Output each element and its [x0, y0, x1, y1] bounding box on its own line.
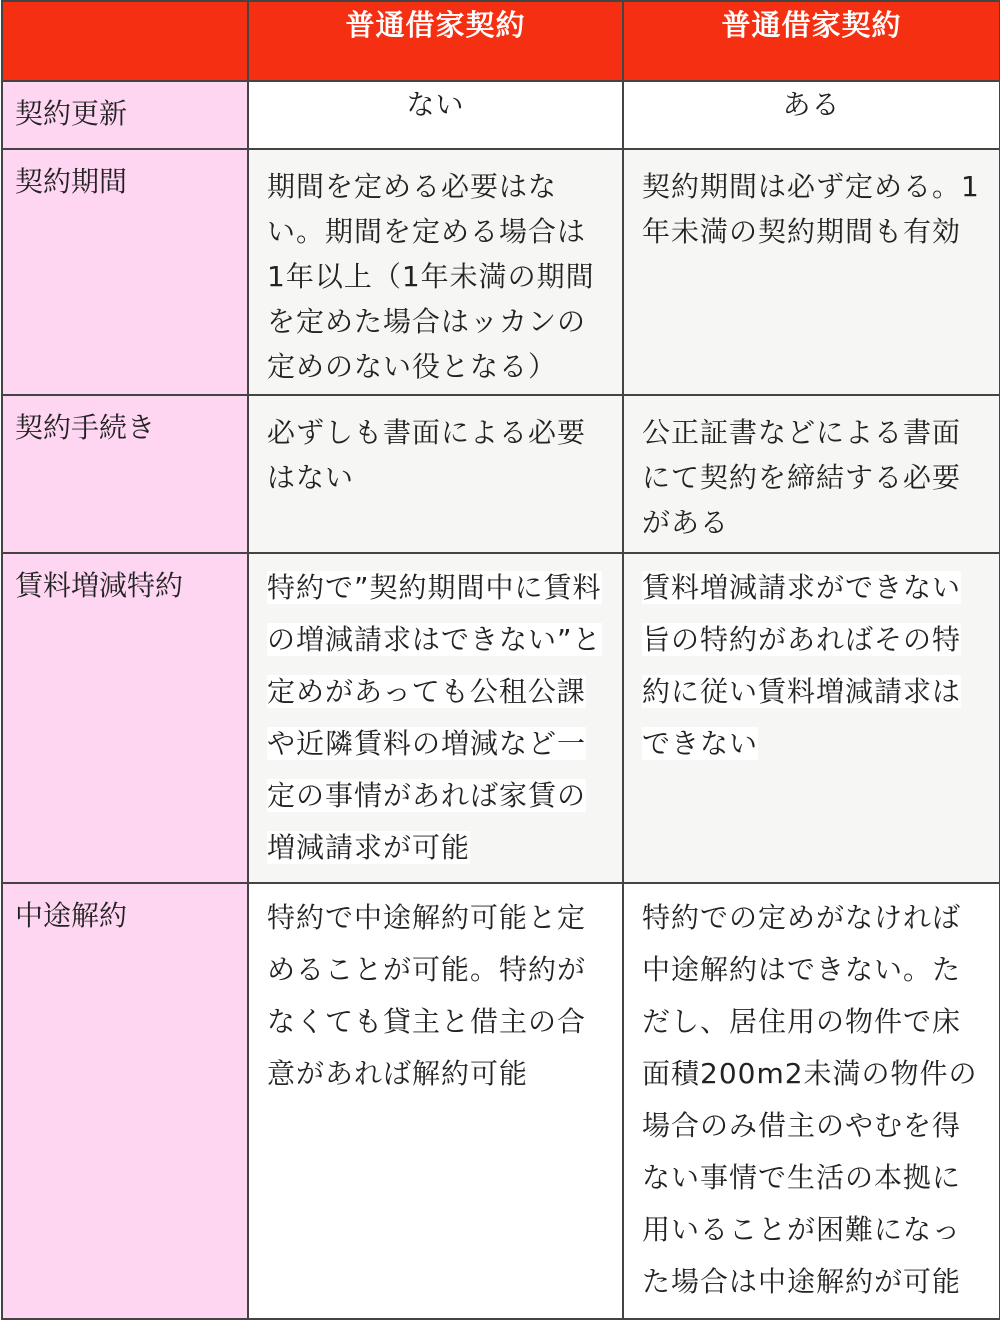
row-cell-col1: ない: [248, 81, 623, 149]
row-cell-col2: [623, 553, 1000, 883]
row-cell-col2: ある: [623, 81, 1000, 149]
comparison-table: [1, 0, 1000, 1320]
row-contract-renewal: [2, 81, 1000, 149]
row-cell-col2: 公正証書などによる書面にて契約を締結する必要がある: [623, 395, 1000, 553]
row-cell-col2: 特約での定めがなければ中途解約はできない。ただし、居住用の物件で床面積200m2未満の物件の場合のみ借主のやむを得ない事情で生活の本拠に用いることが困難になった場合は中途解約が可能: [623, 883, 1000, 1319]
row-label: 賃料増減特約: [2, 553, 248, 883]
header-col1: 普通借家契約: [248, 1, 623, 81]
row-cell-col2: 契約期間は必ず定める。1年未満の契約期間も有効: [623, 149, 1000, 395]
row-label: 契約期間: [2, 149, 248, 395]
row-cell-col1: 期間を定める必要はない。期間を定める場合は1年以上（1年未満の期間を定めた場合はッカンの定めのない役となる）: [248, 149, 623, 395]
header-col2: 普通借家契約: [623, 1, 1000, 81]
highlighted-text: 特約で”契約期間中に賃料の増減請求はできない”と定めがあっても公租公課や近隣賃料の増減など一定の事情があれば家賃の増減請求が可能: [267, 571, 602, 864]
row-rent-adjustment: [2, 553, 1000, 883]
row-contract-period: [2, 149, 1000, 395]
row-label: 中途解約: [2, 883, 248, 1319]
row-label: 契約手続き: [2, 395, 248, 553]
row-cell-col1: 特約で中途解約可能と定めることが可能。特約がなくても貸主と借主の合意があれば解約可能: [248, 883, 623, 1319]
highlighted-text: 賃料増減請求ができない旨の特約があればその特約に従い賃料増減請求はできない: [642, 571, 962, 760]
row-early-termination: [2, 883, 1000, 1319]
header-row: [2, 1, 1000, 81]
row-cell-col1: [248, 553, 623, 883]
row-cell-col1: 必ずしも書面による必要はない: [248, 395, 623, 553]
row-contract-procedure: [2, 395, 1000, 553]
header-corner: [2, 1, 248, 81]
row-label: 契約更新: [2, 81, 248, 149]
